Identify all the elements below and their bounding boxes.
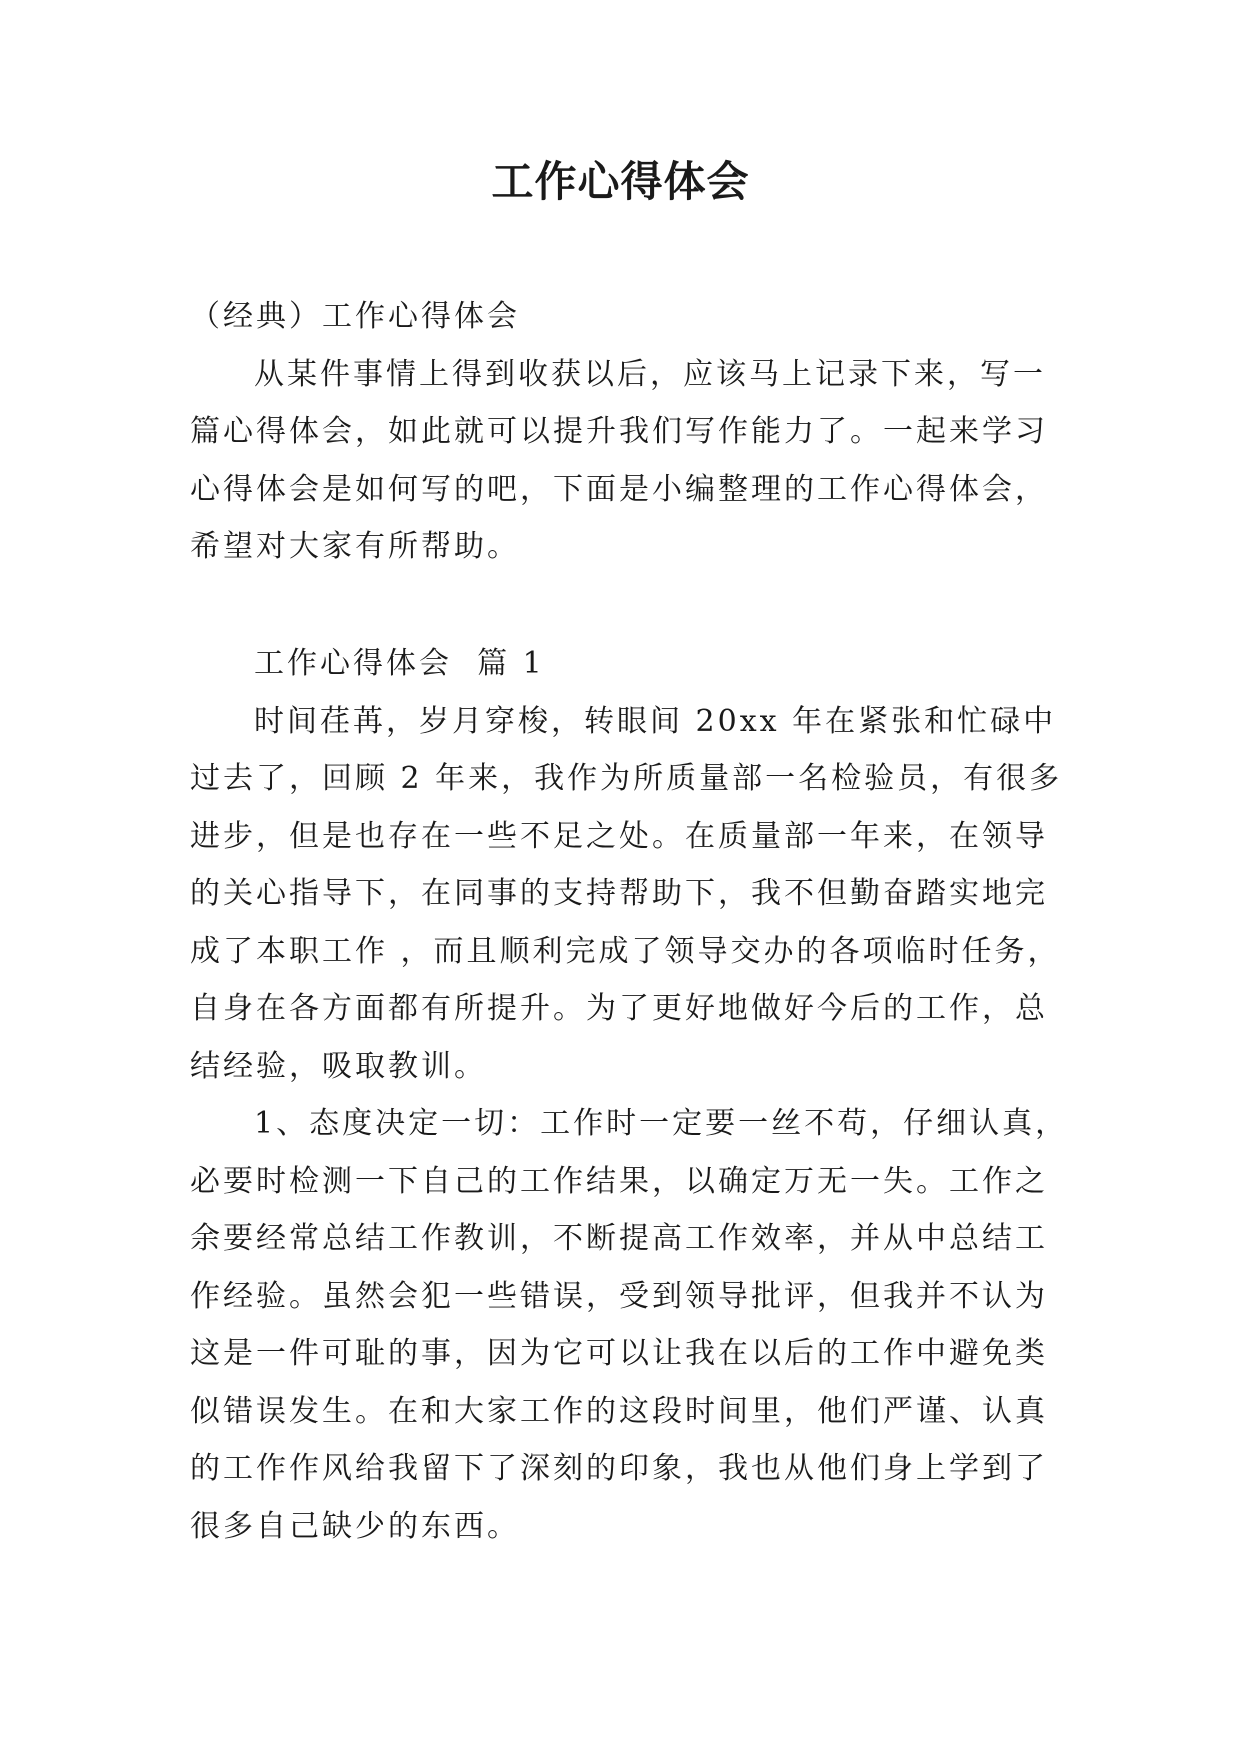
paragraph-line: 过去了，回顾 2 年来，我作为所质量部一名检验员，有很多: [190, 761, 1063, 796]
paragraph-line: 这是一件可耻的事，因为它可以让我在以后的工作中避免类: [190, 1336, 1048, 1371]
paragraph-line: 作经验。虽然会犯一些错误，受到领导批评，但我并不认为: [190, 1278, 1048, 1314]
intro-subtitle: （经典）工作心得体会: [190, 299, 520, 334]
paragraph-line: 时间荏苒，岁月穿梭，转眼间 20xx 年在紧张和忙碌中: [254, 703, 1057, 739]
paragraph-line: 似错误发生。在和大家工作的这段时间里，他们严谨、认真: [190, 1393, 1048, 1429]
paragraph-line: 必要时检测一下自己的工作结果，以确定万无一失。工作之: [190, 1163, 1048, 1199]
section-heading: 工作心得体会 篇 1: [254, 646, 545, 681]
paragraph-line: 余要经常总结工作教训，不断提高工作效率，并从中总结工: [190, 1221, 1048, 1256]
intro-section: [190, 288, 1080, 576]
intro-paragraph: [190, 346, 1080, 576]
paragraph-line: 的工作作风给我留下了深刻的印象，我也从他们身上学到了: [190, 1451, 1048, 1486]
paragraph-line: 篇心得体会，如此就可以提升我们写作能力了。一起来学习: [190, 414, 1048, 449]
paragraph-line: 心得体会是如何写的吧，下面是小编整理的工作心得体会，: [190, 471, 1048, 507]
paragraph-line: 的关心指导下，在同事的支持帮助下，我不但勤奋踏实地完: [190, 876, 1048, 911]
paragraph-line: 很多自己缺少的东西。: [190, 1508, 520, 1544]
paragraph-line: 从某件事情上得到收获以后，应该马上记录下来，写一: [254, 356, 1046, 392]
paragraph-line: 1、态度决定一切：工作时一定要一丝不苟，仔细认真，: [254, 1106, 1069, 1141]
section-1: [190, 635, 1080, 1555]
paragraph-line: 结经验，吸取教训。: [190, 1048, 487, 1084]
section-paragraph-1: [190, 693, 1080, 1096]
section-paragraph-2: [190, 1095, 1080, 1555]
paragraph-line: 希望对大家有所帮助。: [190, 529, 520, 564]
document-title: 工作心得体会: [491, 157, 750, 206]
paragraph-line: 自身在各方面都有所提升。为了更好地做好今后的工作，总: [190, 991, 1048, 1026]
paragraph-line: 进步，但是也存在一些不足之处。在质量部一年来，在领导: [190, 818, 1048, 854]
paragraph-line: 成了本职工作 ，而且顺利完成了领导交办的各项临时任务，: [190, 933, 1061, 969]
